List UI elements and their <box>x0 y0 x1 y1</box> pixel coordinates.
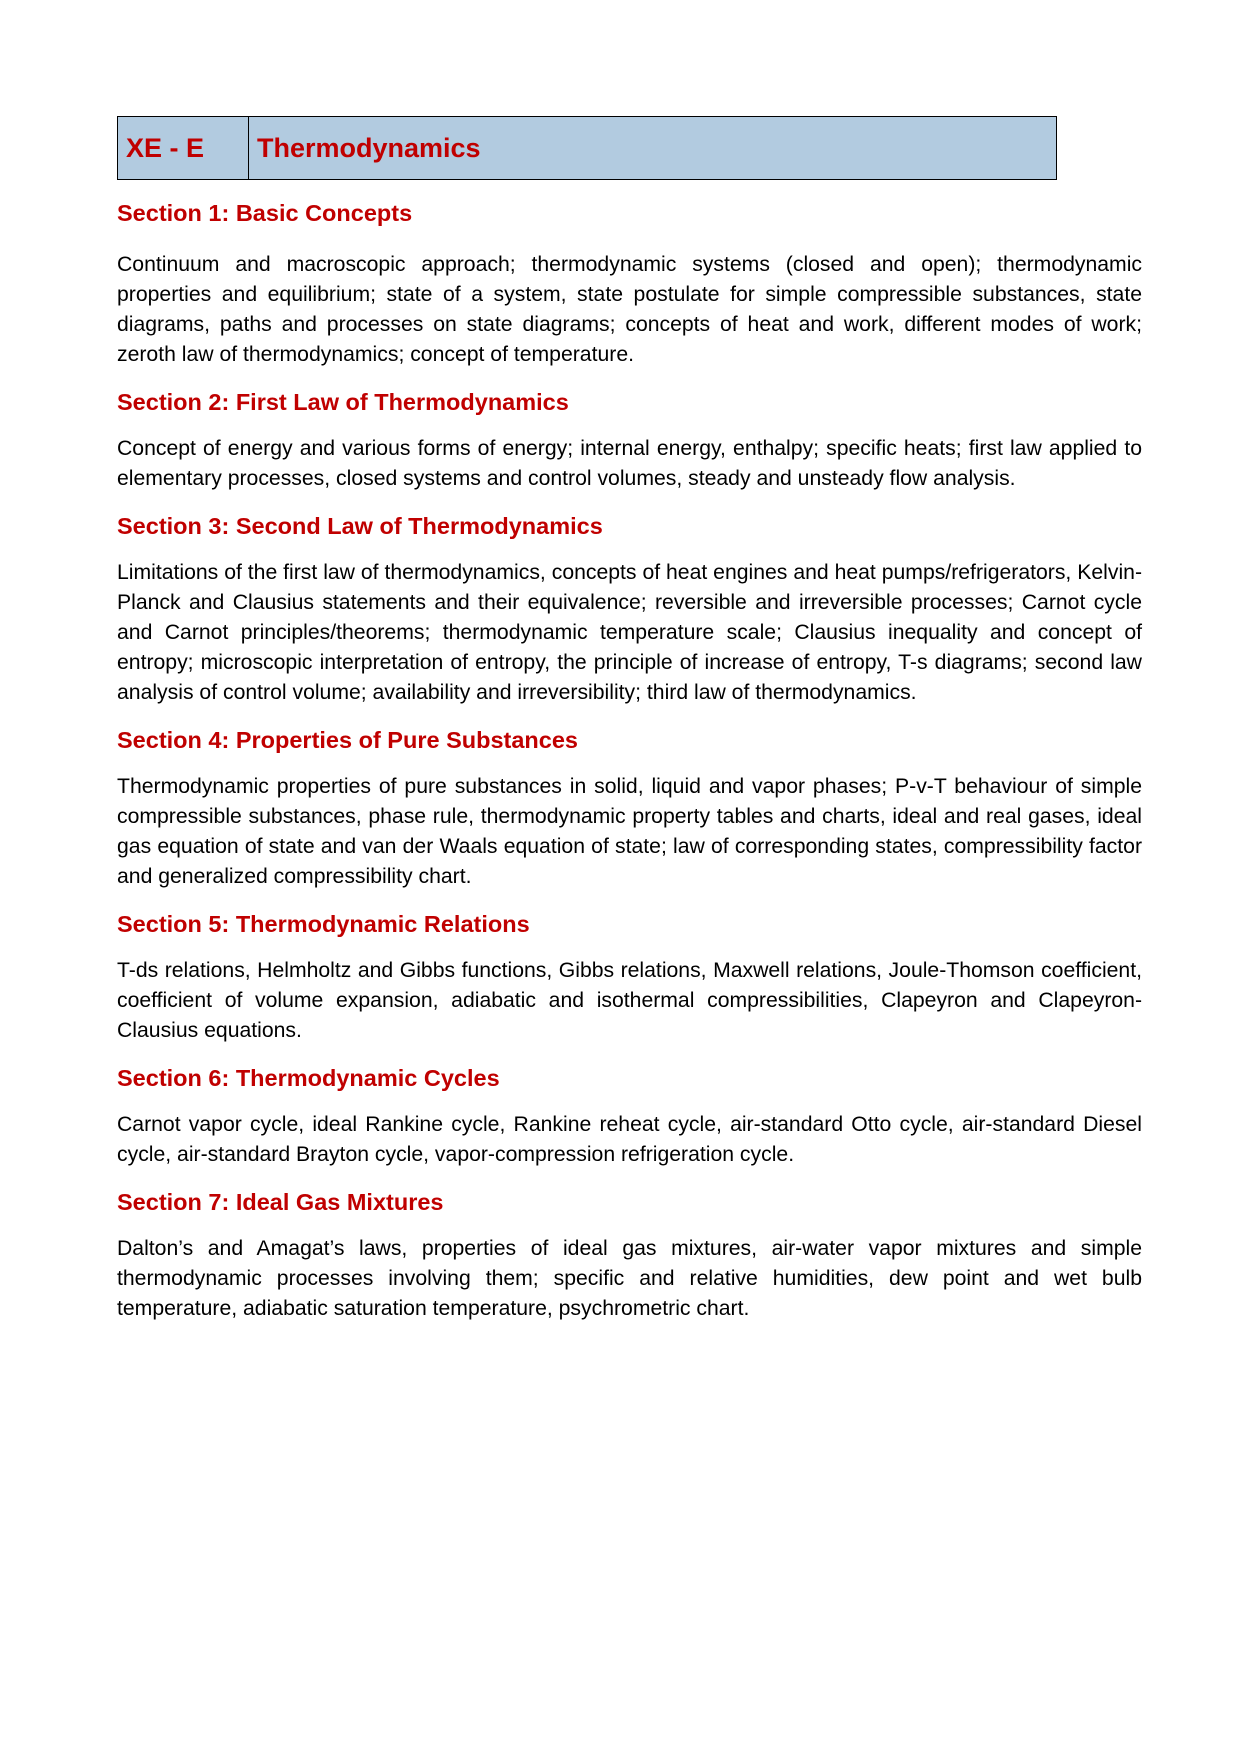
section-3 <box>117 511 1142 708</box>
section-heading: Section 4: Properties of Pure Substances <box>117 727 578 753</box>
section-4 <box>117 725 1142 892</box>
section-6 <box>117 1063 1142 1170</box>
subject-header <box>117 116 1057 180</box>
section-body: Limitations of the first law of thermodynamics, concepts of heat engines and heat pumps/refrigerators, Kelvin-Planck and Clausius statements and their equivalence; reversible and irreversible processes; Carnot cycle and Carnot principles/theorems; thermodynamic temperature scale; Clausius inequality and concept of entropy; microscopic interpretation of entropy, the principle of increase of entropy, T-s diagrams; second law analysis of control volume; availability and irreversibility; third law of thermodynamics. <box>117 561 1142 704</box>
section-heading: Section 2: First Law of Thermodynamics <box>117 389 569 415</box>
subject-code: XE - E <box>118 117 249 179</box>
subject-title: Thermodynamics <box>257 132 481 163</box>
section-2 <box>117 387 1142 494</box>
section-body: Continuum and macroscopic approach; thermodynamic systems (closed and open); thermodynamic properties and equilibrium; state of a system, state postulate for simple compressible substances, state diagrams, paths and processes on state diagrams; concepts of heat and work, different modes of work; zeroth law of thermodynamics; concept of temperature. <box>117 253 1142 366</box>
section-heading: Section 6: Thermodynamic Cycles <box>117 1065 500 1091</box>
section-body: T-ds relations, Helmholtz and Gibbs functions, Gibbs relations, Maxwell relations, Joule-Thomson coefficient, coefficient of volume expansion, adiabatic and isothermal compressibilities, Clapeyron and Clapeyron-Clausius equations. <box>117 959 1142 1042</box>
section-7 <box>117 1187 1142 1324</box>
section-body: Carnot vapor cycle, ideal Rankine cycle, Rankine reheat cycle, air-standard Otto cycle, air-standard Diesel cycle, air-standard Brayton cycle, vapor-compression refrigeration cycle. <box>117 1113 1142 1166</box>
syllabus-page <box>117 116 1142 1324</box>
section-5 <box>117 909 1142 1046</box>
section-1 <box>117 198 1142 370</box>
section-heading: Section 7: Ideal Gas Mixtures <box>117 1189 444 1215</box>
section-body: Concept of energy and various forms of energy; internal energy, enthalpy; specific heats; first law applied to elementary processes, closed systems and control volumes, steady and unsteady flow analysis. <box>117 437 1142 490</box>
section-body: Thermodynamic properties of pure substances in solid, liquid and vapor phases; P-v-T behaviour of simple compressible substances, phase rule, thermodynamic property tables and charts, ideal and real gases, ideal gas equation of state and van der Waals equation of state; law of corresponding states, compressibility factor and generalized compressibility chart. <box>117 775 1142 888</box>
section-heading: Section 1: Basic Concepts <box>117 200 413 226</box>
section-heading: Section 3: Second Law of Thermodynamics <box>117 513 603 539</box>
section-heading: Section 5: Thermodynamic Relations <box>117 911 530 937</box>
section-body: Dalton’s and Amagat’s laws, properties of ideal gas mixtures, air-water vapor mixtures and simple thermodynamic processes involving them; specific and relative humidities, dew point and wet bulb temperature, adiabatic saturation temperature, psychrometric chart. <box>117 1237 1142 1320</box>
